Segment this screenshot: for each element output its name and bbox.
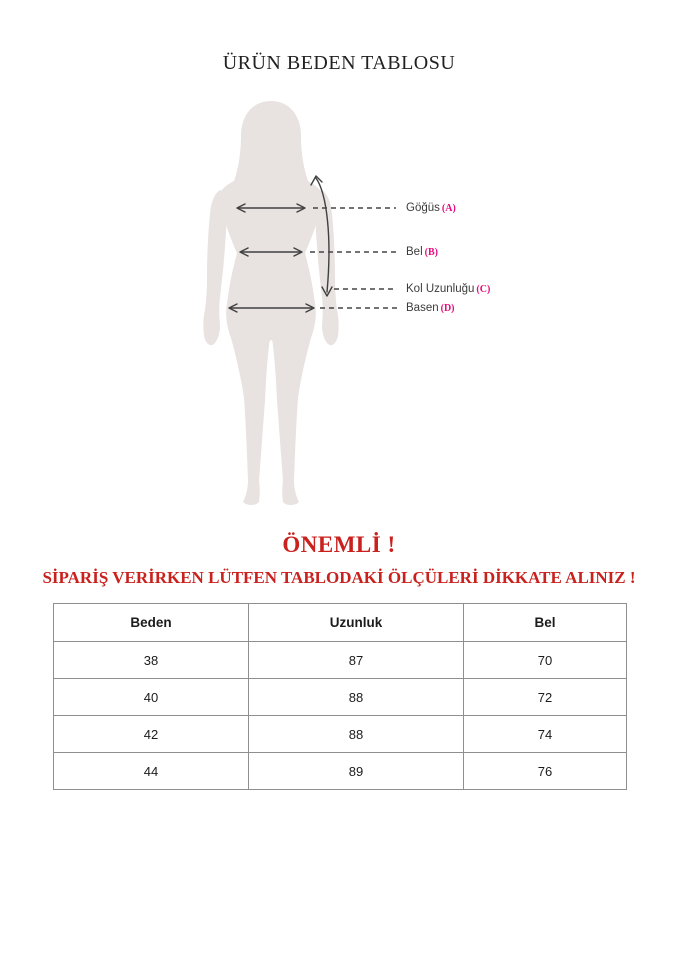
measurement-label-waist [406, 245, 438, 259]
measurement-name: Kol Uzunluğu [406, 283, 475, 295]
table-row [54, 679, 627, 716]
column-header-waist: Bel [464, 604, 627, 642]
column-header-length: Uzunluk [249, 604, 464, 642]
measurement-code: (A) [441, 203, 456, 214]
table-cell: 89 [249, 753, 464, 790]
measurement-name: Basen [406, 302, 439, 314]
table-cell: 40 [54, 679, 249, 716]
table-cell: 38 [54, 642, 249, 679]
female-silhouette-icon [203, 101, 338, 505]
table-row [54, 753, 627, 790]
table-cell: 87 [249, 642, 464, 679]
silhouette-left-arm [203, 190, 226, 345]
column-header-size: Beden [54, 604, 249, 642]
table-cell: 70 [464, 642, 627, 679]
table-cell: 44 [54, 753, 249, 790]
table-cell: 74 [464, 716, 627, 753]
measurement-code: (C) [476, 284, 491, 295]
table-cell: 42 [54, 716, 249, 753]
page-title: ÜRÜN BEDEN TABLOSU [222, 52, 456, 74]
table-cell: 88 [249, 716, 464, 753]
measurement-label-chest [406, 201, 456, 215]
table-cell: 76 [464, 753, 627, 790]
measurement-label-hip [406, 301, 455, 315]
size-table [53, 603, 627, 790]
silhouette-torso-legs [219, 172, 324, 505]
table-header-row [54, 604, 627, 642]
measurement-name: Göğüs [406, 202, 440, 214]
measurement-code: (B) [424, 247, 438, 258]
measurement-name: Bel [406, 246, 423, 258]
important-heading: ÖNEMLİ ! [282, 532, 396, 557]
warning-text: SİPARİŞ VERİRKEN LÜTFEN TABLODAKİ ÖLÇÜLERİ DİKKATE ALINIZ ! [42, 568, 636, 587]
measurement-label-sleeve [406, 282, 490, 296]
table-row [54, 642, 627, 679]
measurement-code: (D) [440, 303, 455, 314]
table-cell: 88 [249, 679, 464, 716]
table-row [54, 716, 627, 753]
table-cell: 72 [464, 679, 627, 716]
